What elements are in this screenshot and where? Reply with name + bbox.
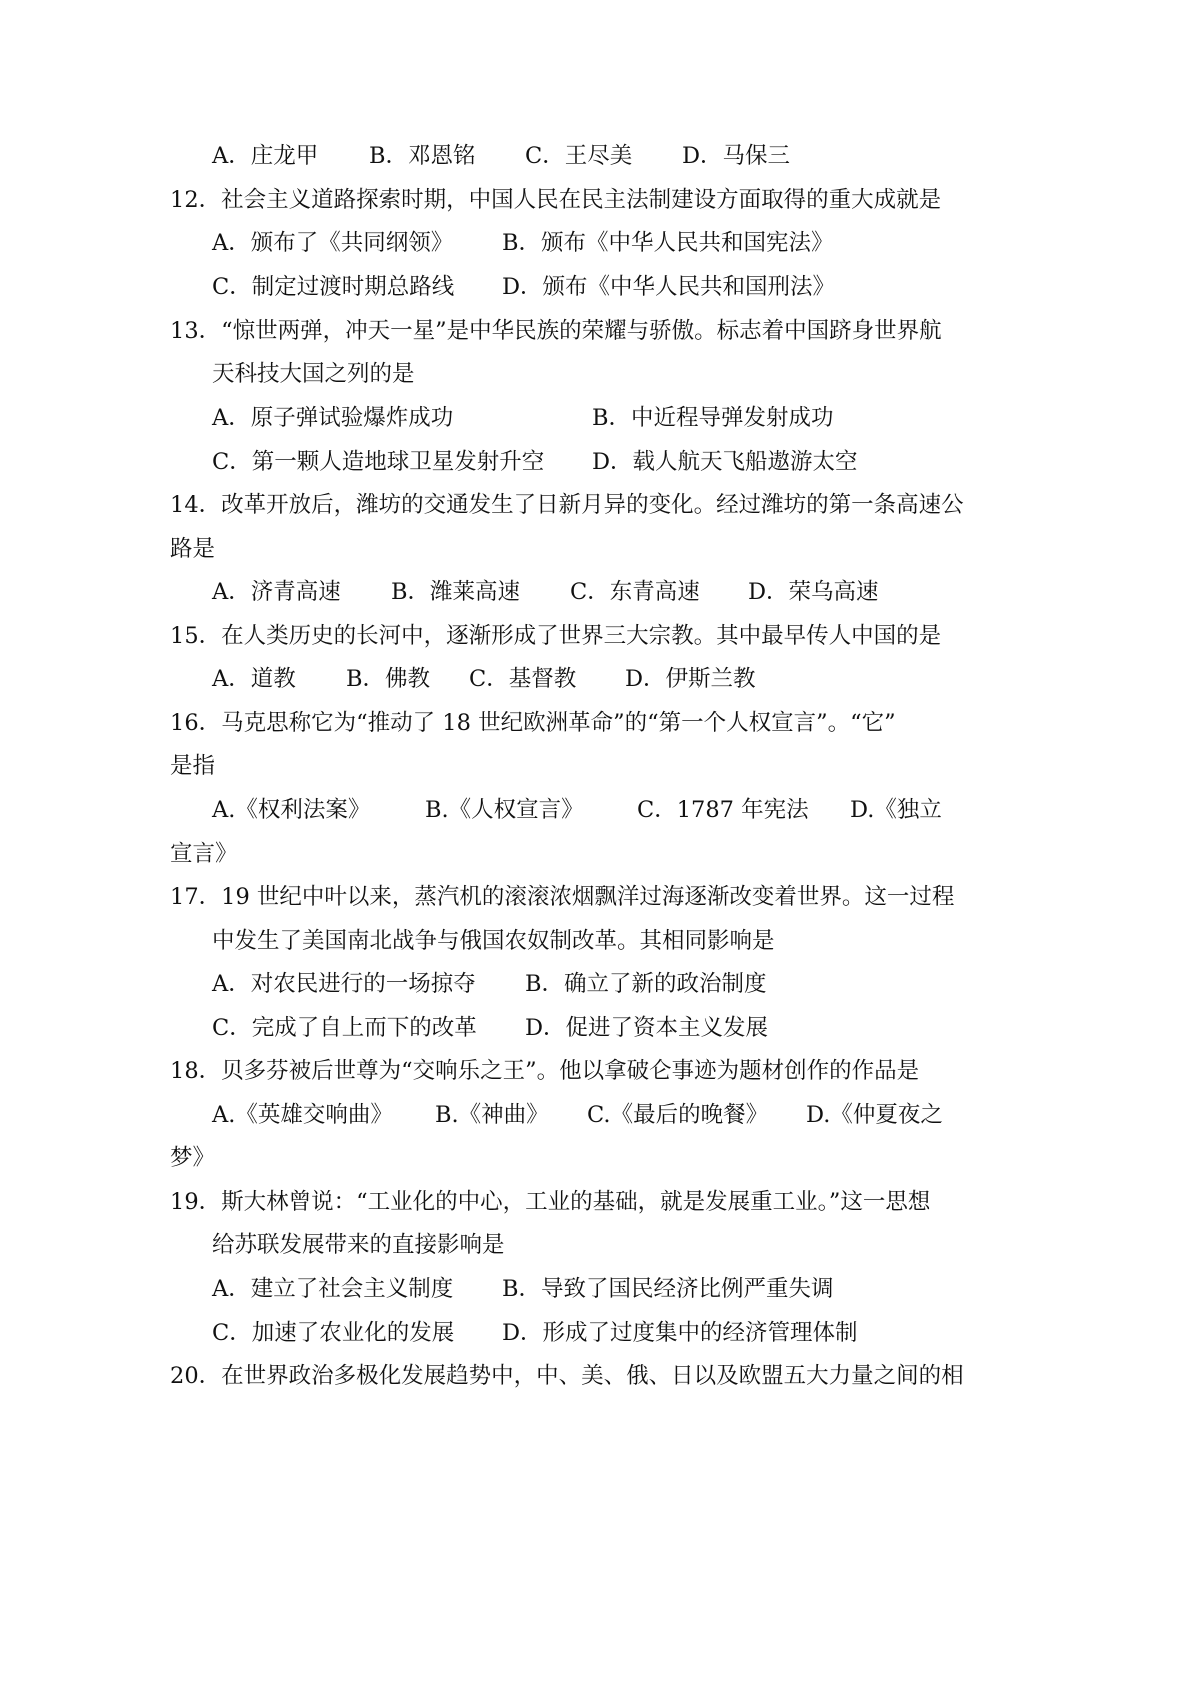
- q16-stem-line1: 16．马克思称它为“推动了 18 世纪欧洲革命”的“第一个人权宣言”。“它”: [170, 710, 896, 736]
- q13-option-a: A．原子弹试验爆炸成功: [212, 405, 454, 431]
- q16-option-d-wrap: 宣言》: [170, 841, 238, 867]
- q16-option-a: A.《权利法案》: [212, 797, 371, 823]
- q17-option-c: C．完成了自上而下的改革: [212, 1015, 477, 1041]
- q11-option-a: A．庄龙甲: [212, 143, 319, 169]
- q17-option-d: D．促进了资本主义发展: [525, 1015, 769, 1041]
- q20-stem-line1: 20．在世界政治多极化发展趋势中，中、美、俄、日以及欧盟五大力量之间的相: [170, 1363, 964, 1389]
- q16-option-b: B.《人权宣言》: [425, 797, 584, 823]
- q19-stem-line2: 给苏联发展带来的直接影响是: [212, 1232, 505, 1258]
- q12-option-b: B．颁布《中华人民共和国宪法》: [502, 230, 834, 256]
- q13-option-b: B．中近程导弹发射成功: [592, 405, 834, 431]
- q15-option-a: A．道教: [212, 666, 296, 692]
- q11-option-b: B．邓恩铭: [369, 143, 476, 169]
- q14-option-d: D．荣乌高速: [748, 579, 879, 605]
- q14-stem-line2: 路是: [170, 536, 216, 562]
- q12-option-a: A．颁布了《共同纲领》: [212, 230, 454, 256]
- q17-stem-line2: 中发生了美国南北战争与俄国农奴制改革。其相同影响是: [212, 928, 775, 954]
- q18-option-d-wrap: 梦》: [170, 1145, 216, 1171]
- q18-option-a: A.《英雄交响曲》: [212, 1102, 393, 1128]
- q16-option-c: C．1787 年宪法: [637, 797, 809, 823]
- q16-option-d: D.《独立: [850, 797, 942, 823]
- q17-option-b: B．确立了新的政治制度: [525, 971, 767, 997]
- q11-option-c: C．王尽美: [525, 143, 633, 169]
- q19-option-a: A．建立了社会主义制度: [212, 1276, 454, 1302]
- q12-option-c: C．制定过渡时期总路线: [212, 274, 455, 300]
- q14-option-a: A．济青高速: [212, 579, 341, 605]
- q13-option-c: C．第一颗人造地球卫星发射升空: [212, 449, 545, 475]
- q18-option-b: B.《神曲》: [435, 1102, 549, 1128]
- q14-stem-line1: 14．改革开放后，潍坊的交通发生了日新月异的变化。经过潍坊的第一条高速公: [170, 492, 964, 518]
- q17-stem-line1: 17．19 世纪中叶以来，蒸汽机的滚滚浓烟飘洋过海逐渐改变着世界。这一过程: [170, 884, 955, 910]
- q15-stem: 15．在人类历史的长河中，逐渐形成了世界三大宗教。其中最早传人中国的是: [170, 623, 942, 649]
- q19-option-d: D．形成了过度集中的经济管理体制: [502, 1320, 858, 1346]
- q18-option-c: C.《最后的晚餐》: [587, 1102, 769, 1128]
- q12-option-d: D．颁布《中华人民共和国刑法》: [502, 274, 836, 300]
- q18-stem: 18．贝多芬被后世尊为“交响乐之王”。他以拿破仑事迹为题材创作的作品是: [170, 1058, 920, 1084]
- q15-option-d: D．伊斯兰教: [625, 666, 756, 692]
- q18-option-d: D.《仲夏夜之: [806, 1102, 943, 1128]
- q19-option-c: C．加速了农业化的发展: [212, 1320, 455, 1346]
- q19-option-b: B．导致了国民经济比例严重失调: [502, 1276, 834, 1302]
- q12-stem: 12．社会主义道路探索时期，中国人民在民主法制建设方面取得的重大成就是: [170, 187, 942, 213]
- q15-option-c: C．基督教: [469, 666, 577, 692]
- q14-option-c: C．东青高速: [570, 579, 700, 605]
- q13-option-d: D．载人航天飞船遨游太空: [592, 449, 858, 475]
- q13-stem-line2: 天科技大国之列的是: [212, 361, 415, 387]
- q13-stem-line1: 13．“惊世两弹，冲天一星”是中华民族的荣耀与骄傲。标志着中国跻身世界航: [170, 318, 942, 344]
- q19-stem-line1: 19．斯大林曾说：“工业化的中心，工业的基础，就是发展重工业。”这一思想: [170, 1189, 931, 1215]
- q11-option-d: D．马保三: [682, 143, 791, 169]
- q16-stem-line2: 是指: [170, 753, 216, 779]
- q15-option-b: B．佛教: [346, 666, 431, 692]
- q17-option-a: A．对农民进行的一场掠夺: [212, 971, 476, 997]
- q14-option-b: B．潍莱高速: [391, 579, 521, 605]
